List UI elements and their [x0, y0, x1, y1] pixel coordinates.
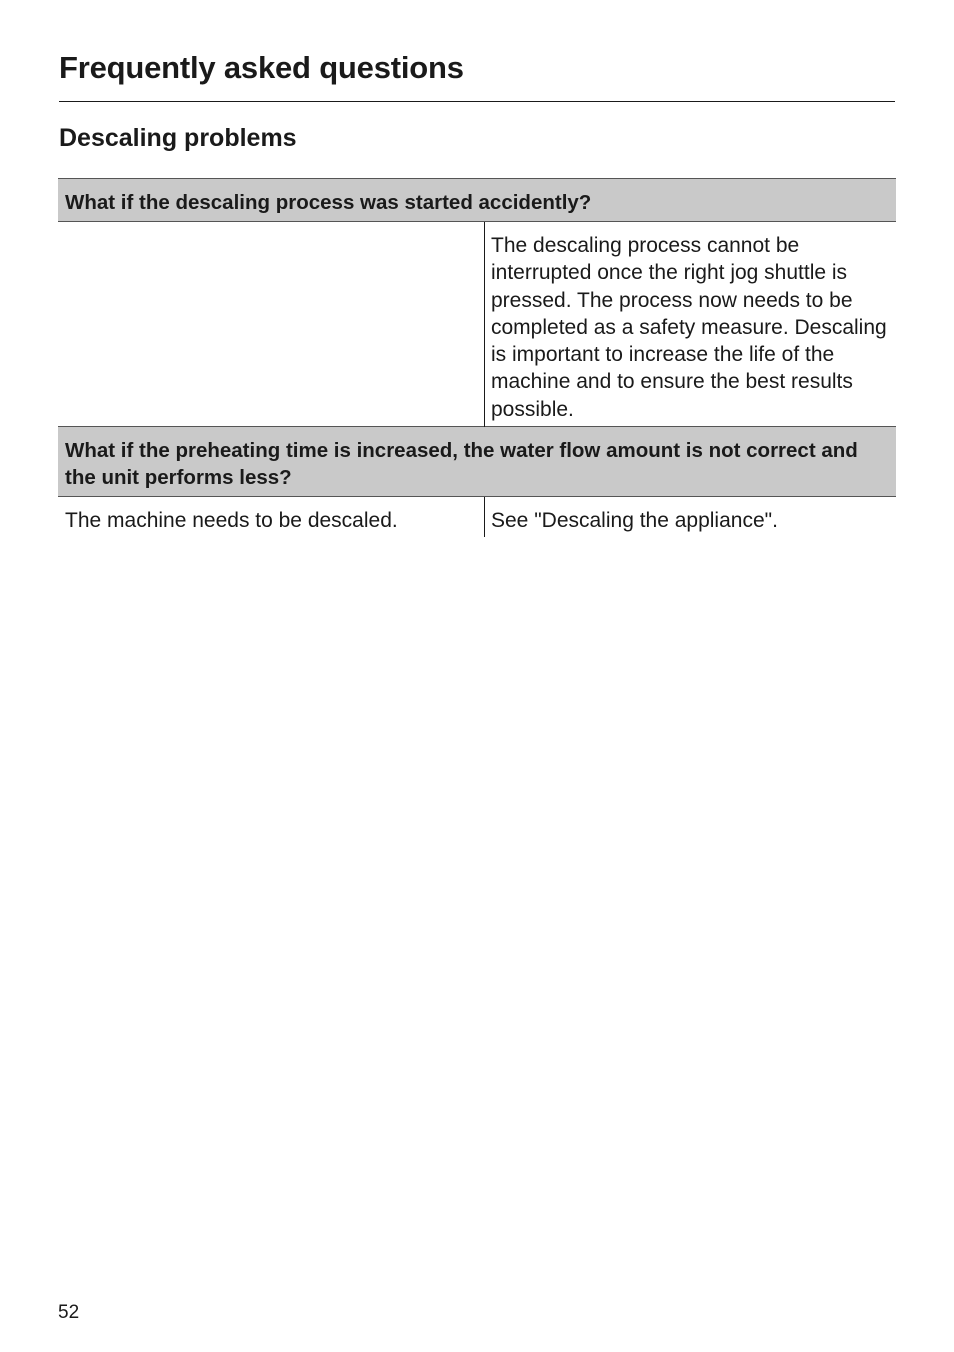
- faq-cause: The machine needs to be descaled.: [65, 509, 398, 533]
- faq-answer-row: [58, 222, 896, 427]
- faq-remedy: The descaling process cannot be interrupted once the right jog shuttle is pressed. The process now needs to be completed as a safety measure. Descaling is important to increase the life of the machine and to ensure the best results possible.: [485, 222, 897, 427]
- faq-question-row: [58, 179, 896, 222]
- faq-question-row: [58, 427, 896, 497]
- faq-remedy: See "Descaling the appliance".: [485, 497, 897, 538]
- faq-table: [58, 178, 896, 537]
- faq-cause: [58, 222, 485, 427]
- faq-answer-row: [58, 497, 896, 538]
- title-divider: [59, 101, 895, 102]
- faq-question: What if the descaling process was started accidently?: [58, 179, 896, 222]
- section-title: Descaling problems: [59, 124, 297, 152]
- faq-question: What if the preheating time is increased, the water flow amount is not correct and the unit performs less?: [58, 427, 896, 497]
- page-title: Frequently asked questions: [59, 50, 464, 85]
- page-number: 52: [58, 1302, 80, 1323]
